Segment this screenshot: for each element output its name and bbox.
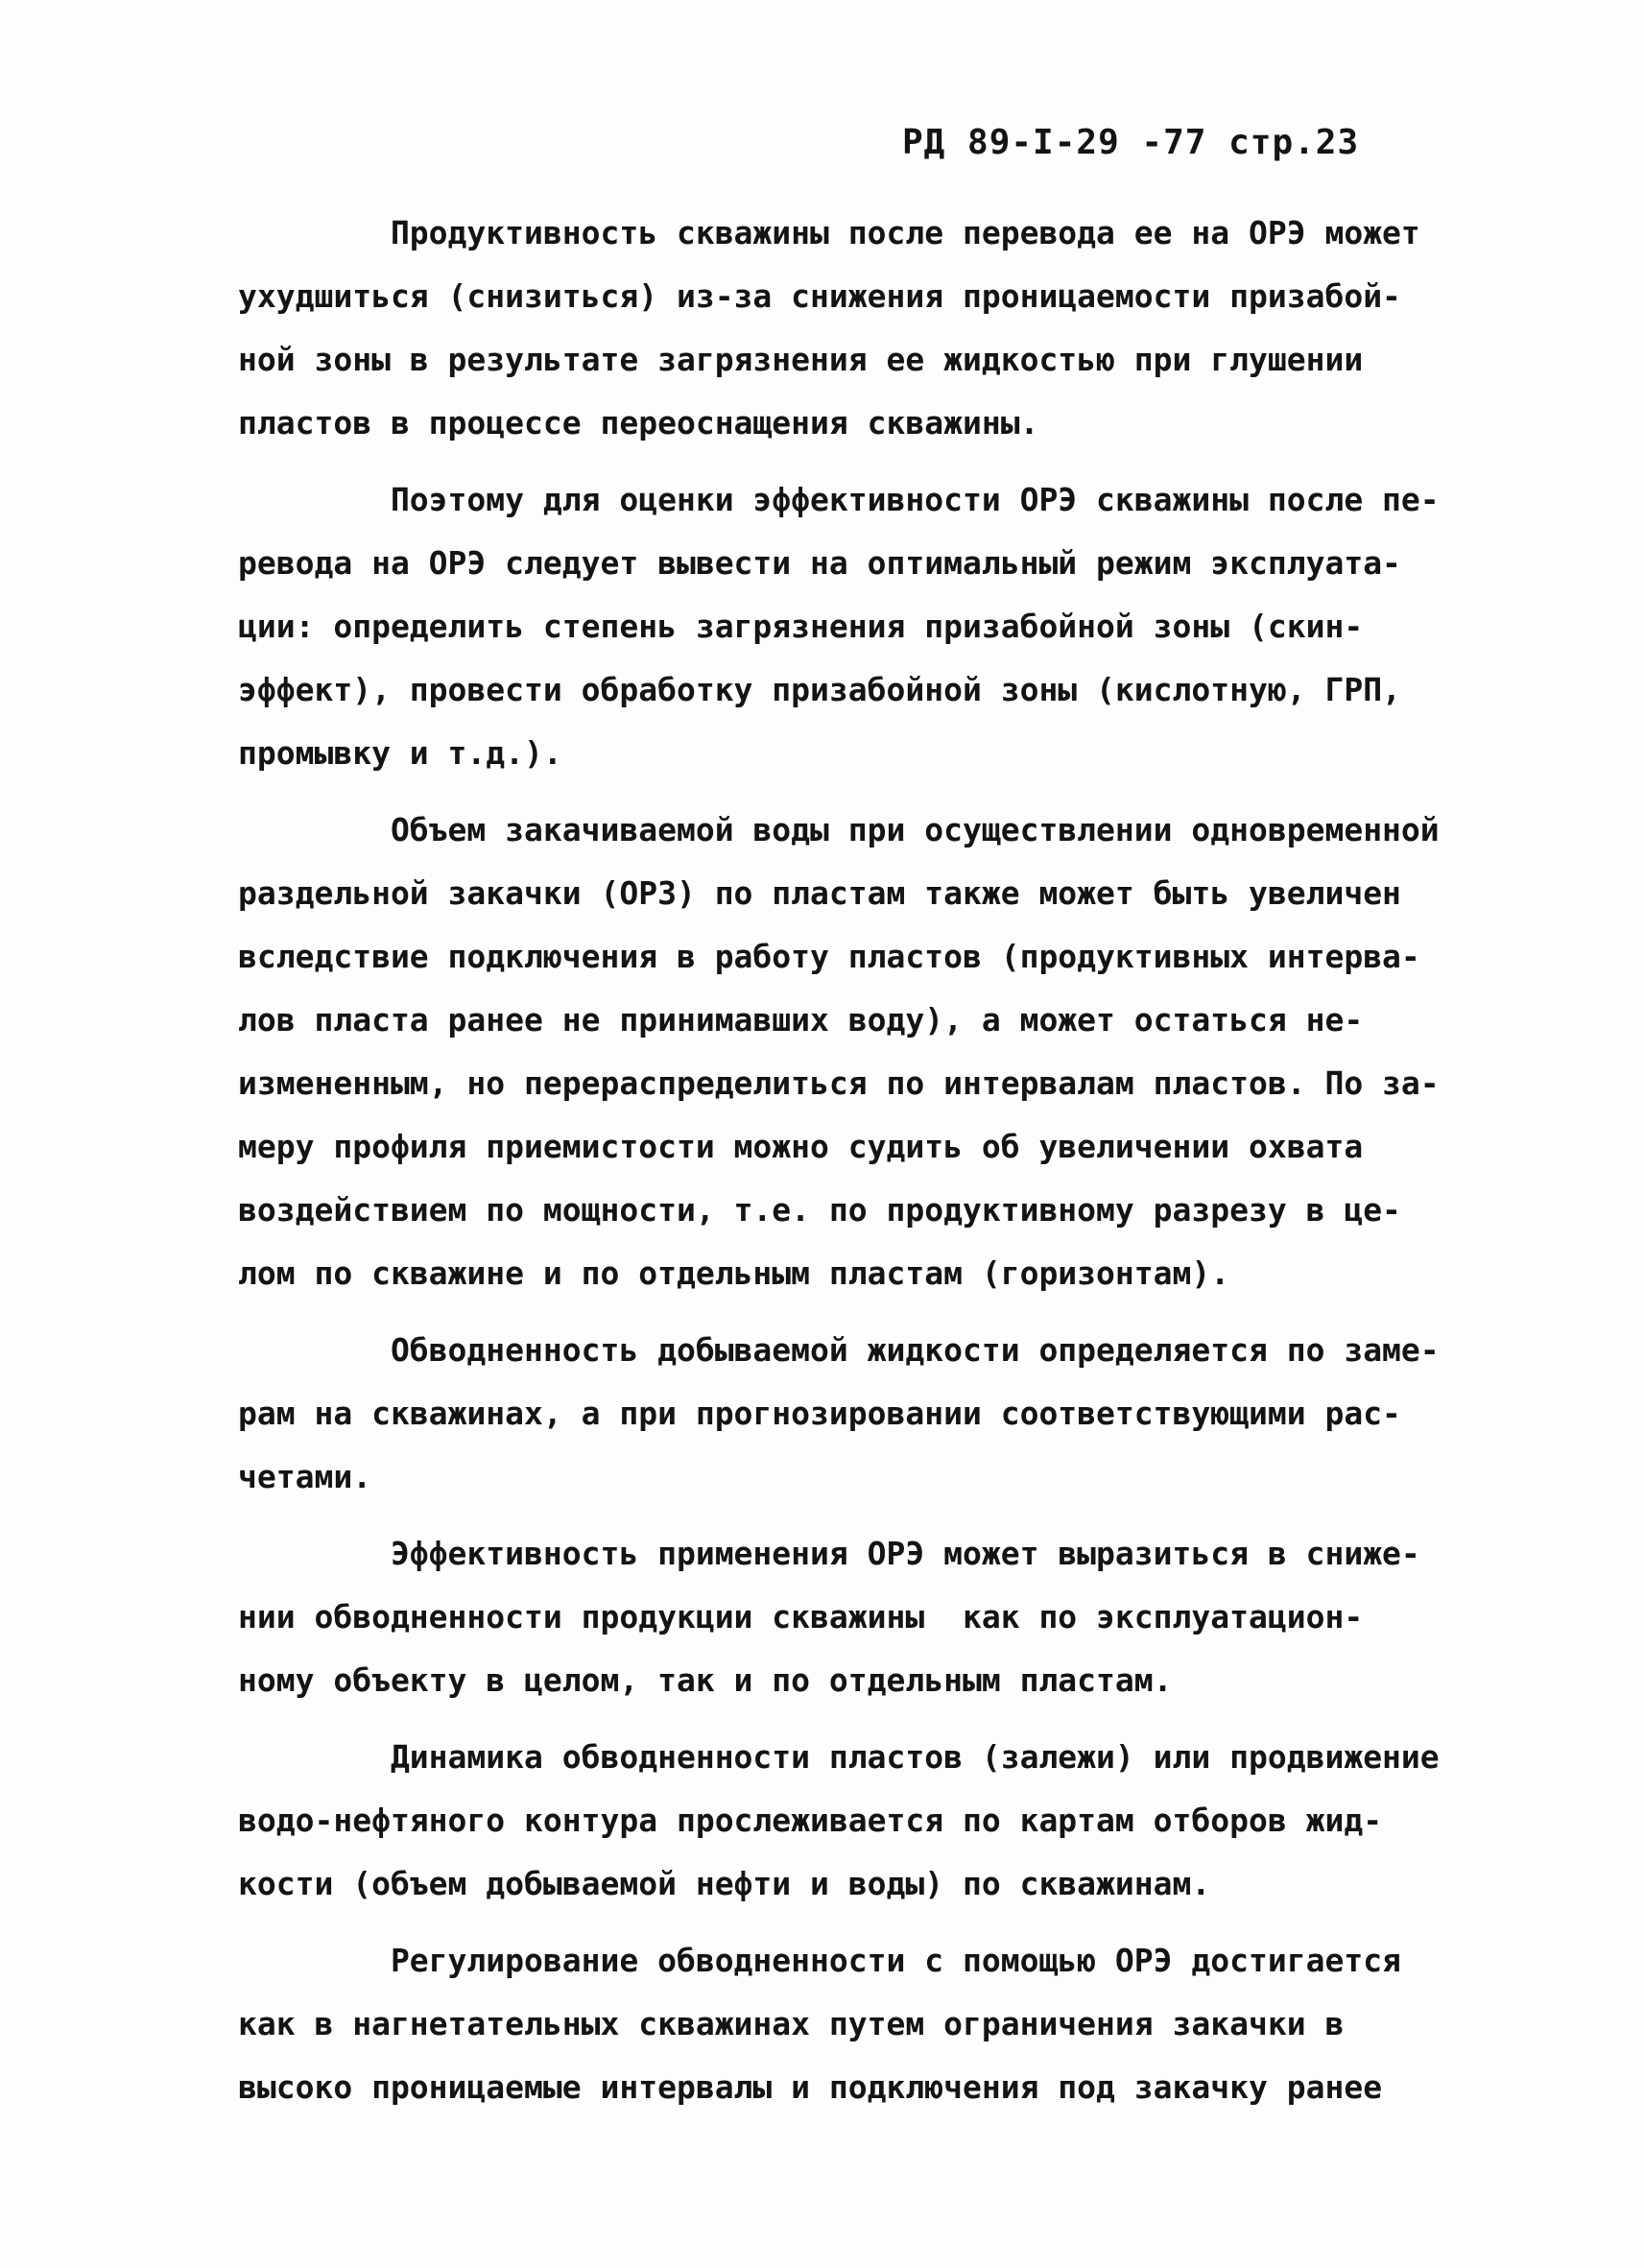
text-line: ной зоны в результате загрязнения ее жидкостью при глушении [238, 341, 1364, 378]
paragraph-4 [238, 1319, 1457, 1509]
text-line: воздействием по мощности, т.е. по продуктивному разрезу в це- [238, 1191, 1401, 1229]
paragraph-2 [238, 468, 1457, 785]
text-line: ции: определить степень загрязнения призабойной зоны (скин- [238, 608, 1364, 645]
text-line: пластов в процессе переоснащения скважины. [238, 404, 1039, 442]
text-line: промывку и т.д.). [238, 734, 562, 772]
paragraph-7 [238, 1929, 1457, 2119]
document-body [238, 202, 1457, 2119]
text-line: эффект), провести обработку призабойной зоны (кислотную, ГРП, [238, 671, 1401, 708]
text-line: вследствие подключения в работу пластов (продуктивных интерва- [238, 938, 1420, 975]
text-line: водо-нефтяного контура прослеживается по картам отборов жид- [238, 1802, 1383, 1839]
text-line: рам на скважинах, а при прогнозировании соответствующими рас- [238, 1395, 1401, 1432]
text-line: меру профиля приемистости можно судить об увеличении охвата [238, 1128, 1364, 1165]
text-line: Объем закачиваемой воды при осуществлении одновременной [238, 811, 1440, 848]
text-line: Динамика обводненности пластов (залежи) или продвижение [238, 1738, 1440, 1776]
page-header: РД 89-I-29 -77 стр.23 [902, 123, 1360, 162]
text-line: высоко проницаемые интервалы и подключения под закачку ранее [238, 2068, 1383, 2106]
text-line: четами. [238, 1458, 372, 1495]
text-line: ухудшиться (снизиться) из-за снижения проницаемости призабой- [238, 277, 1401, 315]
paragraph-6 [238, 1726, 1457, 1916]
paragraph-3 [238, 799, 1457, 1305]
paragraph-5 [238, 1522, 1457, 1712]
text-line: как в нагнетательных скважинах путем ограничения закачки в [238, 2005, 1345, 2042]
text-line: раздельной закачки (ОРЗ) по пластам также может быть увеличен [238, 874, 1401, 912]
text-line: нии обводненности продукции скважины как по эксплуатацион- [238, 1598, 1364, 1635]
text-line: ному объекту в целом, так и по отдельным пластам. [238, 1661, 1173, 1699]
text-line: лов пласта ранее не принимавших воду), а может остаться не- [238, 1001, 1364, 1039]
text-line: Поэтому для оценки эффективности ОРЭ скважины после пе- [238, 481, 1440, 518]
text-line: Продуктивность скважины после перевода ее на ОРЭ может [238, 214, 1420, 251]
text-line: Эффективность применения ОРЭ может выразиться в сниже- [238, 1535, 1420, 1572]
text-line: кости (объем добываемой нефти и воды) по скважинам. [238, 1865, 1211, 1902]
text-line: ревода на ОРЭ следует вывести на оптимальный режим эксплуата- [238, 544, 1401, 582]
text-line: измененным, но перераспределиться по интервалам пластов. По за- [238, 1064, 1440, 1102]
text-line: Обводненность добываемой жидкости определяется по заме- [238, 1331, 1440, 1369]
paragraph-1 [238, 202, 1457, 455]
text-line: лом по скважине и по отдельным пластам (горизонтам). [238, 1254, 1230, 1292]
text-line: Регулирование обводненности с помощью ОРЭ достигается [238, 1942, 1401, 1979]
